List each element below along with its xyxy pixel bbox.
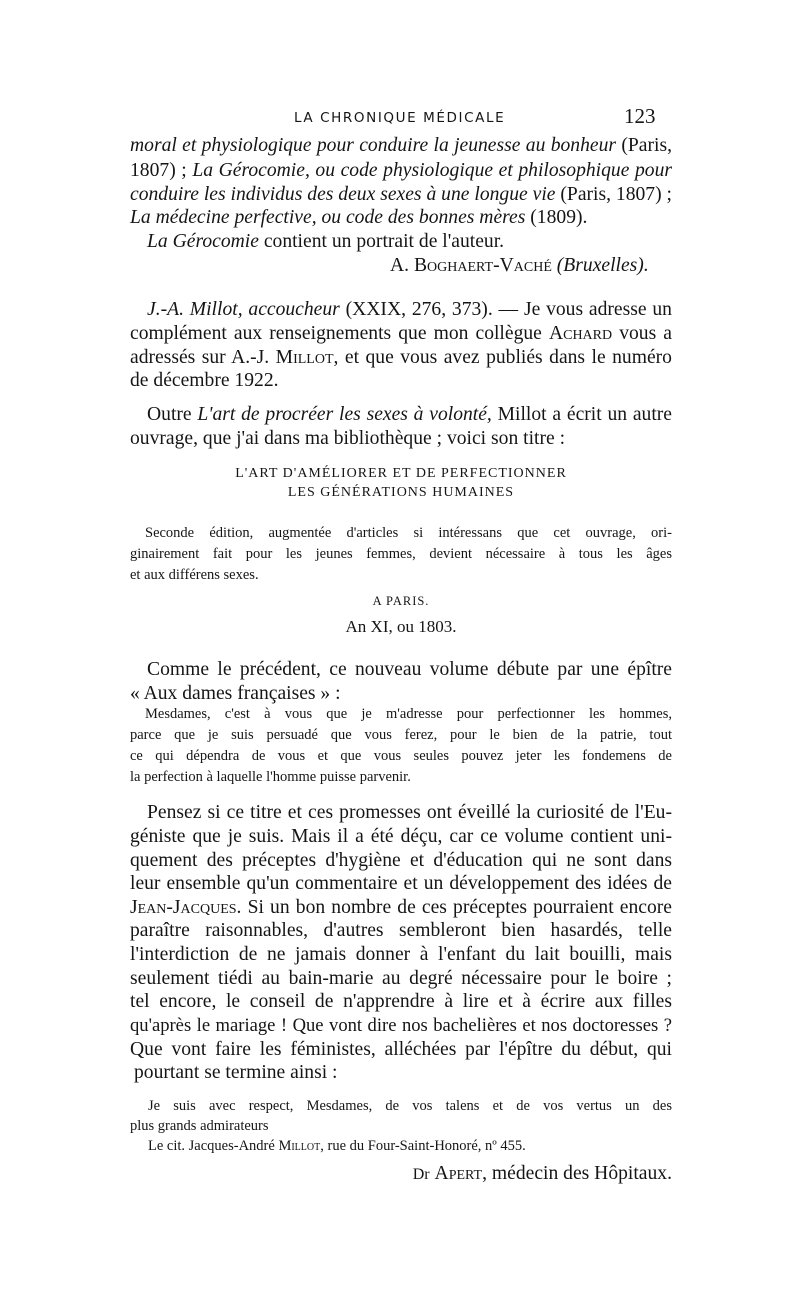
running-head-title: LA CHRONIQUE MÉDICALE — [294, 110, 506, 126]
commentary-line-12: pourtant se termine ainsi : — [134, 1062, 338, 1083]
closing-line-3 — [148, 1136, 526, 1157]
name-millot: Millot, — [275, 347, 339, 368]
name-achard: Achard — [548, 323, 613, 344]
book-subtitle-line-3: et aux différens sexes. — [130, 567, 259, 583]
bib-line-3 — [130, 184, 672, 206]
section2-line-2 — [130, 323, 672, 345]
epistle-quote-line-2: parce que je suis persuadé que vous ferez, pour le bien de la patrie, tout — [130, 727, 672, 743]
section2-line2-text: complément aux renseignements que mon collègue — [130, 323, 542, 344]
section2-heading: J.-A. Millot, accoucheur — [147, 299, 340, 320]
book-subtitle-line-2: ginairement fait pour les jeunes femmes, devient nécessaire à tous les âges — [130, 546, 672, 562]
bib-line-1 — [130, 135, 672, 157]
bib-line-4 — [130, 207, 587, 229]
bib-signature — [390, 255, 649, 277]
epistle-intro-line-1: Comme le précédent, ce nouveau volume débute par une épître — [147, 659, 672, 680]
running-head — [0, 106, 800, 130]
bib-title-3: conduire les individus des deux sexes à une longue vie — [130, 184, 556, 205]
closing-line3-start: Le cit. Jacques-André — [148, 1138, 275, 1154]
section2-line-3 — [130, 347, 672, 369]
epistle-intro-line-2: « Aux dames françaises » : — [130, 683, 341, 704]
signature-initial: A. — [390, 255, 410, 276]
commentary-line-9: tel encore, le conseil de n'apprendre à lire et à écrire aux filles — [130, 991, 672, 1012]
bib-date-2: 1807) ; — [130, 160, 187, 181]
section2-line3-start: adressés sur A.-J. — [130, 347, 270, 368]
commentary-line-10: qu'après le mariage ! Que vont dire nos bachelières et nos doctoresses ? — [130, 1015, 672, 1036]
author-signature — [330, 1163, 672, 1186]
bib-date-3: (Paris, 1807) ; — [560, 184, 672, 205]
section2-heading-tail: — Je vous adresse un — [498, 299, 672, 320]
bib-date-1: (Paris, — [621, 135, 672, 156]
name-millot-closing: Millot, — [278, 1138, 324, 1154]
section2-line-4: de décembre 1922. — [130, 370, 279, 391]
commentary-line-11: Que vont faire les féministes, alléchées par l'épître du début, qui — [130, 1039, 672, 1060]
closing-line3-tail: rue du Four-Saint-Honoré, nº 455. — [327, 1138, 526, 1154]
name-jean-jacques: Jean-Jacques. — [130, 897, 242, 918]
bib-title-2: La Gérocomie, ou code physiologique et philosophique pour — [192, 160, 673, 181]
commentary-line-5 — [130, 897, 672, 919]
commentary-line-2: géniste que je suis. Mais il a été déçu, car ce volume contient uni- — [130, 826, 672, 847]
commentary-line-7: l'interdiction de ne jamais donner à l'enfant du lait bouilli, mais — [130, 944, 672, 965]
bib-title-4: La médecine perfective, ou code des bonnes mères — [130, 207, 526, 228]
para2-tail: Millot a écrit un autre — [497, 404, 672, 425]
book-date: An XI, ou 1803. — [345, 617, 457, 636]
book-title-line-1: L'ART D'AMÉLIORER ET DE PERFECTIONNER — [235, 466, 567, 481]
signature-author-name: Apert, — [434, 1163, 487, 1184]
para2-start: Outre — [147, 404, 192, 425]
signature-place: (Bruxelles). — [556, 255, 649, 276]
closing-line-1: Je suis avec respect, Mesdames, de vos talens et de vos vertus un des — [148, 1098, 672, 1114]
bib-date-4: (1809). — [530, 207, 588, 228]
epistle-quote-line-4: la perfection à laquelle l'homme puisse parvenir. — [130, 769, 411, 785]
commentary-line-6: paraître raisonnables, d'autres sembleront bien hasardés, telle — [130, 920, 672, 941]
bib-line-2 — [130, 160, 672, 182]
section2-line3-tail: et que vous avez publiés dans le numéro — [344, 347, 672, 368]
bib-title-5: La Gérocomie — [147, 231, 259, 252]
section2-ref: (XXIX, 276, 373). — [345, 299, 493, 320]
section2-para2-line1 — [147, 404, 672, 426]
commentary-line5-tail: Si un bon nombre de ces préceptes pourraient encore — [247, 897, 673, 918]
book-place: A PARIS. — [372, 594, 430, 608]
section2-line2-tail: vous a — [619, 323, 672, 344]
commentary-line-8: seulement tiédi au bain-marie au degré nécessaire pour le boire ; — [130, 968, 672, 989]
page-number: 123 — [624, 104, 656, 128]
signature-name: Boghaert-Vaché — [413, 255, 552, 276]
book-title-line-2: LES GÉNÉRATIONS HUMAINES — [287, 485, 515, 500]
section2-line-1 — [147, 299, 672, 321]
book-subtitle-line-1: Seconde édition, augmentée d'articles si intéressans que cet ouvrage, ori- — [145, 525, 672, 541]
commentary-line-3: quement des préceptes d'hygiène et d'éducation qui ne sont dans — [130, 850, 672, 871]
para2-italic-title: L'art de procréer les sexes à volonté, — [197, 404, 492, 425]
bib-note: contient un portrait de l'auteur. — [263, 231, 505, 252]
bib-line-5 — [147, 231, 504, 253]
closing-line-2: plus grands admirateurs — [130, 1118, 269, 1134]
epistle-quote-line-1: Mesdames, c'est à vous que je m'adresse pour perfectionner les hommes, — [145, 706, 672, 722]
commentary-line-1: Pensez si ce titre et ces promesses ont éveillé la curiosité de l'Eu- — [147, 802, 672, 823]
section2-para2-line2: ouvrage, que j'ai dans ma bibliothèque ; voici son titre : — [130, 428, 566, 449]
signature-title: Dr — [412, 1166, 430, 1183]
signature-role: médecin des Hôpitaux. — [491, 1163, 672, 1184]
bib-title-1: moral et physiologique pour conduire la jeunesse au bonheur — [130, 135, 617, 156]
commentary-line-4: leur ensemble qu'un commentaire et un développement des idées de — [130, 873, 672, 894]
epistle-quote-line-3: ce qui dépendra de vous et que vous seules pouvez jeter les fondemens de — [130, 748, 672, 764]
